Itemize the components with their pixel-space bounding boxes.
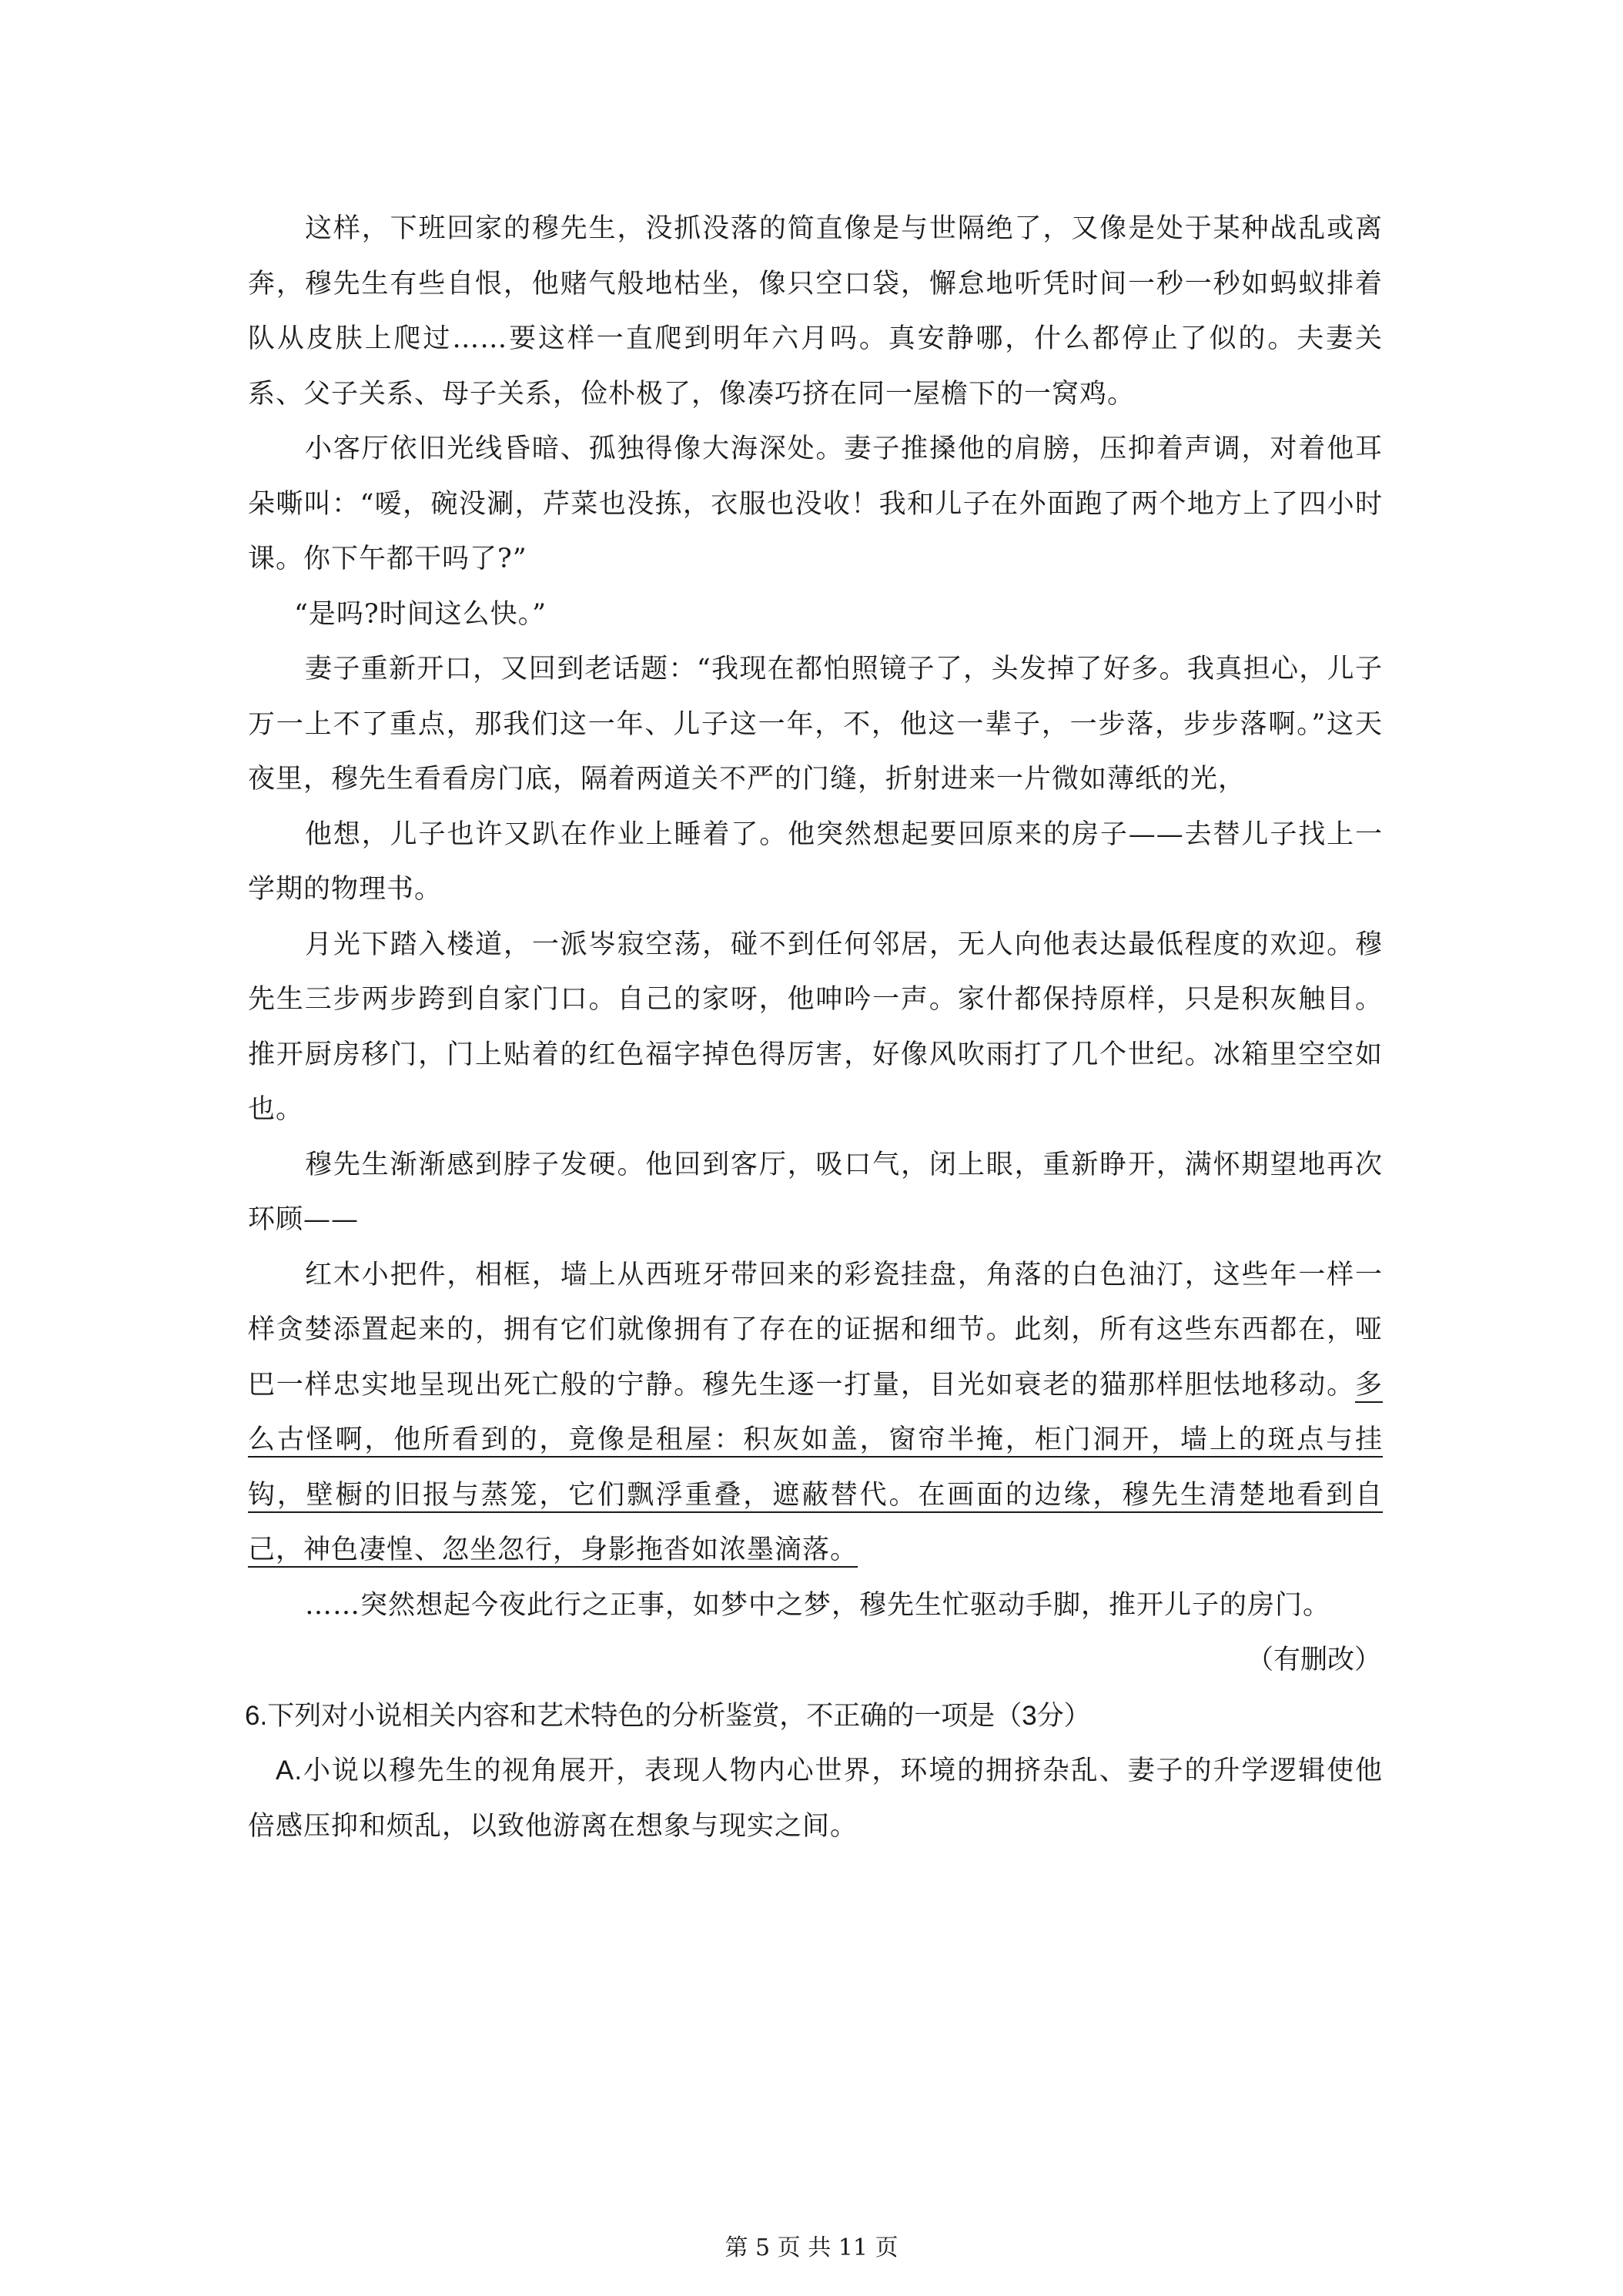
paragraph-2: 小客厅依旧光线昏暗、孤独得像大海深处。妻子推搡他的肩膀，压抑着声调，对着他耳朵嘶叫：“嗳，碗没涮，芹菜也没拣，衣服也没收！我和儿子在外面跑了两个地方上了四小时课。你下午都干吗了?”	[248, 433, 1383, 574]
underlined-sentence: 多么古怪啊，他所看到的，竟像是租屋：积灰如盖，窗帘半掩，柜门洞开，墙上的斑点与挂钩，壁橱的旧报与蒸笼，它们飘浮重叠，遮蔽替代。在画面的边缘，穆先生清楚地看到自己，神色凄惶、忽坐忽行，身影拖沓如浓墨滴落。	[248, 1369, 1383, 1565]
paragraph-5: 他想，儿子也许又趴在作业上睡着了。他突然想起要回原来的房子——去替儿子找上一学期的物理书。	[248, 818, 1383, 905]
paragraph-8	[248, 1248, 1383, 1578]
page-footer: 第 5 页 共 11 页	[724, 2234, 899, 2261]
paragraph-4: 妻子重新开口，又回到老话题：“我现在都怕照镜子了，头发掉了好多。我真担心，儿子万一上不了重点，那我们这一年、儿子这一年，不，他这一辈子，一步落，步步落啊。”这天夜里，穆先生看看房门底，隔着两道关不严的门缝，折射进来一片微如薄纸的光，	[248, 654, 1383, 795]
question-stem: 6.下列对小说相关内容和艺术特色的分析鉴赏，不正确的一项是（3分）	[245, 1700, 1091, 1731]
option-a-letter: A.	[276, 1755, 303, 1786]
paragraph-8-plain: 红木小把件，相框，墙上从西班牙带回来的彩瓷挂盘，角落的白色油汀，这些年一样一样贪婪添置起来的，拥有它们就像拥有了存在的证据和细节。此刻，所有这些东西都在，哑巴一样忠实地呈现出死亡般的宁静。穆先生逐一打量，目光如衰老的猫那样胆怯地移动。	[248, 1259, 1383, 1401]
option-a	[248, 1743, 1383, 1854]
article-body	[245, 202, 1383, 1854]
paragraph-3: “是吗?时间这么快。”	[294, 598, 547, 630]
option-a-text: 小说以穆先生的视角展开，表现人物内心世界，环境的拥挤杂乱、妻子的升学逻辑使他倍感压抑和烦乱，以致他游离在想象与现实之间。	[248, 1755, 1383, 1842]
paragraph-1: 这样，下班回家的穆先生，没抓没落的简直像是与世隔绝了，又像是处于某种战乱或离奔，穆先生有些自恨，他赌气般地枯坐，像只空口袋，懈怠地听凭时间一秒一秒如蚂蚁排着队从皮肤上爬过……要这样一直爬到明年六月吗。真安静哪，什么都停止了似的。夫妻关系、父子关系、母子关系，俭朴极了，像凑巧挤在同一屋檐下的一窝鸡。	[248, 213, 1383, 410]
paragraph-9: ……突然想起今夜此行之正事，如梦中之梦，穆先生忙驱动手脚，推开儿子的房门。	[305, 1589, 1331, 1621]
paragraph-7: 穆先生渐渐感到脖子发硬。他回到客厅，吸口气，闭上眼，重新睁开，满怀期望地再次环顾——	[248, 1149, 1383, 1235]
source-note: （有删改）	[1246, 1645, 1381, 1675]
paragraph-6: 月光下踏入楼道，一派岑寂空荡，碰不到任何邻居，无人向他表达最低程度的欢迎。穆先生三步两步跨到自家门口。自己的家呀，他呻吟一声。家什都保持原样，只是积灰触目。推开厨房移门，门上贴着的红色福字掉色得厉害，好像风吹雨打了几个世纪。冰箱里空空如也。	[248, 929, 1383, 1125]
